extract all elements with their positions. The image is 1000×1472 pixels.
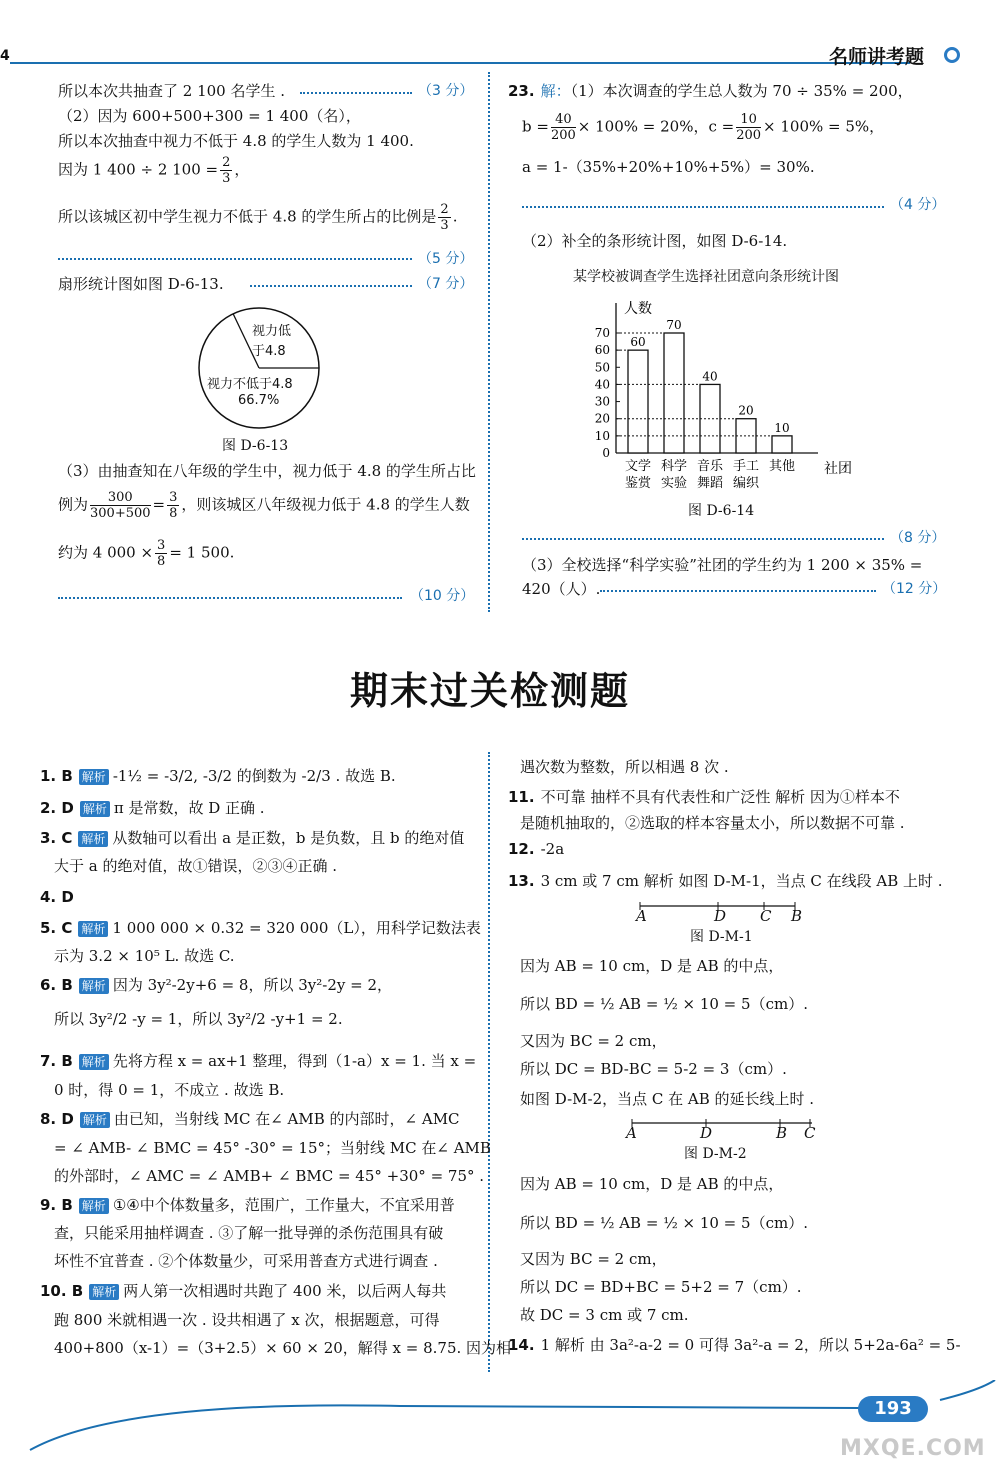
right-answer-line [520,756,729,777]
left-answer-line [54,1309,439,1330]
rt-line-3: a = 1-（35%+20%+10%+5%）= 30%. [522,158,815,176]
answer-text: 坏性不宜普查 . ②个体数量少，可采用普查方式进行调查 . [54,1252,438,1270]
left-answer-line [40,917,481,938]
y-tick-label: 30 [594,394,610,409]
lt-line-2: （2）因为 600+500+300 = 1 400（名）， [58,107,361,125]
left-answer-line [40,888,80,906]
answer-text: 两人第一次相遇时共跑了 400 米，以后两人每共 [123,1282,447,1300]
answer-text: 示为 3.2 × 10⁵ L. 故选 C. [54,947,235,965]
column-divider-bottom [488,752,490,1372]
data-label: 70 [666,318,682,332]
answer-text: 跑 800 米就相遇一次 . 设共相遇了 x 次，根据题意，可得 [54,1311,440,1329]
answer-text: = ∠ AMB- ∠ BMC = 45° -30° = 15°；当射线 MC 在∠ AMB [54,1139,491,1157]
answer-text: 所以 BD = ½ AB = ½ × 10 = 5（cm）. [520,995,808,1013]
question-number: 9. B [40,1196,73,1214]
left-answer-line [40,765,396,786]
answer-text: 3 cm 或 7 cm 解析 如图 D-M-1，当点 C 在线段 AB 上时 . [540,872,943,890]
answer-text: 故 DC = 3 cm 或 7 cm. [520,1306,689,1324]
dots [522,206,884,208]
question-number: 3. C [40,829,73,847]
category-label: 编织 [732,476,760,491]
data-label: 40 [702,369,718,384]
score-8: （8 分） [890,530,946,546]
answer-text: 从数轴可以看出 a 是正数，b 是负数，且 b 的绝对值 [112,829,465,847]
question-number: 12. [508,840,535,858]
category-label: 舞蹈 [696,476,724,491]
answer-text: 遇次数为整数，所以相遇 8 次 . [520,758,729,776]
answer-text: 所以 DC = BD+BC = 5+2 = 7（cm）. [520,1278,802,1296]
chart-caption: 图 D-6-14 [688,503,755,519]
dots [58,258,412,260]
category-label: 实验 [660,476,688,491]
answer-text: 是随机抽取的，②选取的样本容量太小，所以数据不可靠 . [520,814,905,832]
analysis-tag: 解析 [79,769,109,785]
question-number: 14. [508,1336,535,1354]
analysis-tag: 解析 [78,921,108,937]
answer-text: 1 000 000 × 0.32 = 320 000（L），用科学记数法表 [112,919,481,937]
fig2-label-c: C [804,1124,816,1142]
question-number: 6. B [40,976,73,994]
fig1-label-a: A [636,907,647,925]
y-tick-label: 0 [602,446,610,460]
rt-line-5: （3）全校选择“科学实验”社团的学生约为 1 200 × 35% = [522,556,923,574]
question-number: 8. D [40,1110,74,1128]
answer-text: 因为 3y²-2y+6 = 8，所以 3y²-2y = 2， [112,976,392,994]
pie-label-low-1: 视力低 [252,324,292,339]
question-number: 1. B [40,767,73,785]
y-tick-label: 70 [594,326,610,340]
right-answer-line [508,870,943,891]
right-answer-line [508,1334,961,1355]
answer-text: 1 解析 由 3a²-a-2 = 0 可得 3a²-a = 2，所以 5+2a-6a² = 5- [540,1336,961,1354]
lt-line-7: （3）由抽查知在八年级的学生中，视力低于 4.8 的学生所占比 [58,462,476,480]
fig2-label-a: A [626,1124,637,1142]
rt-line-1: 23. 解：（1）本次调查的学生总人数为 70 ÷ 35% = 200， [508,82,913,100]
pie-caption: 图 D-6-13 [222,438,289,454]
answer-text: 不可靠 抽样不具有代表性和广泛性 解析 因为①样本不 [540,788,900,806]
chart-title: 某学校被调查学生选择社团意向条形统计图 [573,269,839,285]
header-title: 名师讲考题 [829,46,925,68]
dots [522,538,884,540]
analysis-tag: 解析 [79,1198,109,1214]
right-answer-line [520,1212,808,1233]
y-tick-label: 10 [594,428,610,443]
rt-line-4: （2）补全的条形统计图，如图 D-6-14. [522,232,788,250]
left-answer-line [40,1194,455,1215]
answer-text: -1½ = -3/2, -3/2 的倒数为 -2/3 . 故选 B. [112,767,396,785]
left-answer-line [54,1250,438,1271]
answer-text: 400+800（x-1）=（3+2.5）× 60 × 20，解得 x = 8.75. 因为相 [54,1339,512,1357]
answer-text: 又因为 BC = 2 cm， [520,1032,667,1050]
answer-text: 大于 a 的绝对值，故①错误，②③④正确 . [54,857,338,875]
left-answer-line [54,1165,484,1186]
right-answer-line [520,1276,802,1297]
data-label: 10 [774,420,790,435]
right-answer-line [520,1058,787,1079]
lt-line-8: 例为 $\frac{300}{300+500}$ = $\frac{3}{8}$ ，则该城区八年级视力低于 4.8 的学生人数 [58,490,470,521]
right-answer-line [508,840,564,858]
answer-text: 由已知，当射线 MC 在∠ AMB 的内部时，∠ AMC [113,1110,460,1128]
score-10: （10 分） [410,588,475,604]
answer-text: 又因为 BC = 2 cm， [520,1250,667,1268]
left-answer-line [40,1050,476,1071]
category-label: 其他 [768,459,796,474]
section-title: 期末过关检测题 [350,669,631,713]
question-number: 11. [508,788,535,806]
score-12: （12 分） [882,581,947,597]
fig1-label-c: C [760,907,772,925]
fig1-caption: 图 D-M-1 [690,929,753,945]
category-label: 手工 [732,459,760,474]
question-number: 10. B [40,1282,84,1300]
data-label: 20 [738,403,754,418]
analysis-tag: 解析 [80,801,110,817]
lt-line-1: 所以本次共抽查了 2 100 名学生 . [58,82,286,100]
left-answer-line [54,1079,284,1100]
left-answer-line [40,827,464,848]
category-label: 文学 [624,459,652,474]
right-answer-line [520,1173,783,1194]
right-answer-line [508,786,900,807]
watermark: MXQE.COM [840,1436,986,1461]
category-label: 音乐 [696,459,724,474]
right-answer-line [520,1304,689,1325]
left-answer-line [54,1008,343,1029]
analysis-tag: 解析 [80,1112,110,1128]
bar [664,333,684,453]
pie-label-high-1: 视力不低于4.8 [207,377,293,392]
fig1-label-b: B [791,907,803,925]
left-answer-line [54,855,337,876]
left-answer-line [40,1280,446,1301]
left-answer-line [54,1137,491,1158]
question-number: 4. D [40,888,74,906]
dots [300,92,412,94]
lt-line-3: 所以本次抽查中视力不低于 4.8 的学生人数为 1 400. [58,132,414,150]
answer-text: 的外部时，∠ AMC = ∠ AMB+ ∠ BMC = 45° +30° = 75° . [54,1167,485,1185]
y-tick-label: 50 [594,360,610,375]
right-answer-line [520,812,905,833]
line-figure-2 [622,1115,822,1145]
answer-text: 所以 3y²/2 -y = 1，所以 3y²/2 -y+1 = 2. [54,1010,343,1028]
fig2-label-b: B [776,1124,788,1142]
question-number: 13. [508,872,535,890]
left-answer-line [40,974,392,995]
bar [772,436,792,453]
fig1-label-d: D [714,907,727,925]
lt-line-9: 约为 4 000 × $\frac{3}{8}$ = 1 500. [58,538,235,569]
analysis-tag: 解析 [78,831,108,847]
header-rule [10,62,910,64]
left-answer-line [54,945,235,966]
lt-line-5: 所以该城区初中学生视力不低于 4.8 的学生所占的比例是 $\frac{2}{3}$ . [58,202,458,233]
score-3: （3 分） [418,83,474,99]
answer-text: -2a [540,840,565,858]
answer-text: 如图 D-M-2，当点 C 在 AB 的延长线上时 . [520,1090,815,1108]
analysis-tag: 解析 [79,1054,109,1070]
left-answer-line [54,1222,443,1243]
y-axis-label: 人数 [624,301,652,317]
bar [628,350,648,453]
left-answer-line [54,1337,511,1358]
rt-line-2: b = $\frac{40}{200}$ × 100% = 20%，c = $\frac{10}{200}$ × 100% = 5%， [522,112,885,143]
left-answer-line [40,1108,460,1129]
pie-label-low-2: 于4.8 [252,344,286,359]
score-7: （7 分） [418,276,474,292]
answer-text: 因为 AB = 10 cm，D 是 AB 的中点， [520,1175,784,1193]
left-answer-line [40,797,265,818]
score-5: （5 分） [418,251,474,267]
category-label: 鉴赏 [624,476,652,491]
y-tick-label: 20 [594,411,610,426]
x-axis-label: 社团 [824,461,852,477]
answer-text: π 是常数，故 D 正确 . [113,799,265,817]
score-4: （4 分） [890,197,946,213]
dots [58,597,402,599]
answer-text: 所以 DC = BD-BC = 5-2 = 3（cm）. [520,1060,787,1078]
answer-text: 先将方程 x = ax+1 整理，得到（1-a）x = 1. 当 x = [112,1052,477,1070]
analysis-tag: 解析 [89,1284,119,1300]
fig2-caption: 图 D-M-2 [684,1146,747,1162]
dots [250,285,412,287]
page-number: 193 [858,1396,928,1422]
answer-text: 因为 AB = 10 cm，D 是 AB 的中点， [520,957,784,975]
rt-line-6: 420（人）. [522,580,601,598]
question-number: 7. B [40,1052,73,1070]
data-label: 60 [630,335,646,350]
right-answer-line [520,1030,667,1051]
dots [600,590,876,592]
right-answer-line [520,955,783,976]
analysis-tag: 解析 [79,978,109,994]
category-label: 科学 [660,459,688,474]
fig2-label-d: D [700,1124,713,1142]
pie-label-high-2: 66.7% [238,393,280,408]
answer-text: ①④中个体数量多，范围广，工作量大，不宜采用普 [112,1196,455,1214]
header-ring-icon [944,47,960,63]
question-number: 5. C [40,919,73,937]
lt-line-6: 扇形统计图如图 D-6-13. [58,275,224,293]
right-answer-line [520,993,808,1014]
right-answer-line [520,1088,814,1109]
answer-text: 0 时，得 0 = 1，不成立 . 故选 B. [54,1081,285,1099]
answer-text: 查，只能采用抽样调查 . ③了解一批导弹的杀伤范围具有破 [54,1224,444,1242]
question-number: 2. D [40,799,74,817]
column-divider-top [488,72,490,612]
lt-line-4: 因为 1 400 ÷ 2 100 = $\frac{2}{3}$ ， [58,155,250,186]
bar-chart [580,295,880,495]
right-answer-line [520,1248,667,1269]
y-tick-label: 60 [594,343,610,358]
answer-text: 所以 BD = ½ AB = ½ × 10 = 5（cm）. [520,1214,808,1232]
header-left-mark: 4 [0,48,10,64]
y-tick-label: 40 [594,377,610,392]
